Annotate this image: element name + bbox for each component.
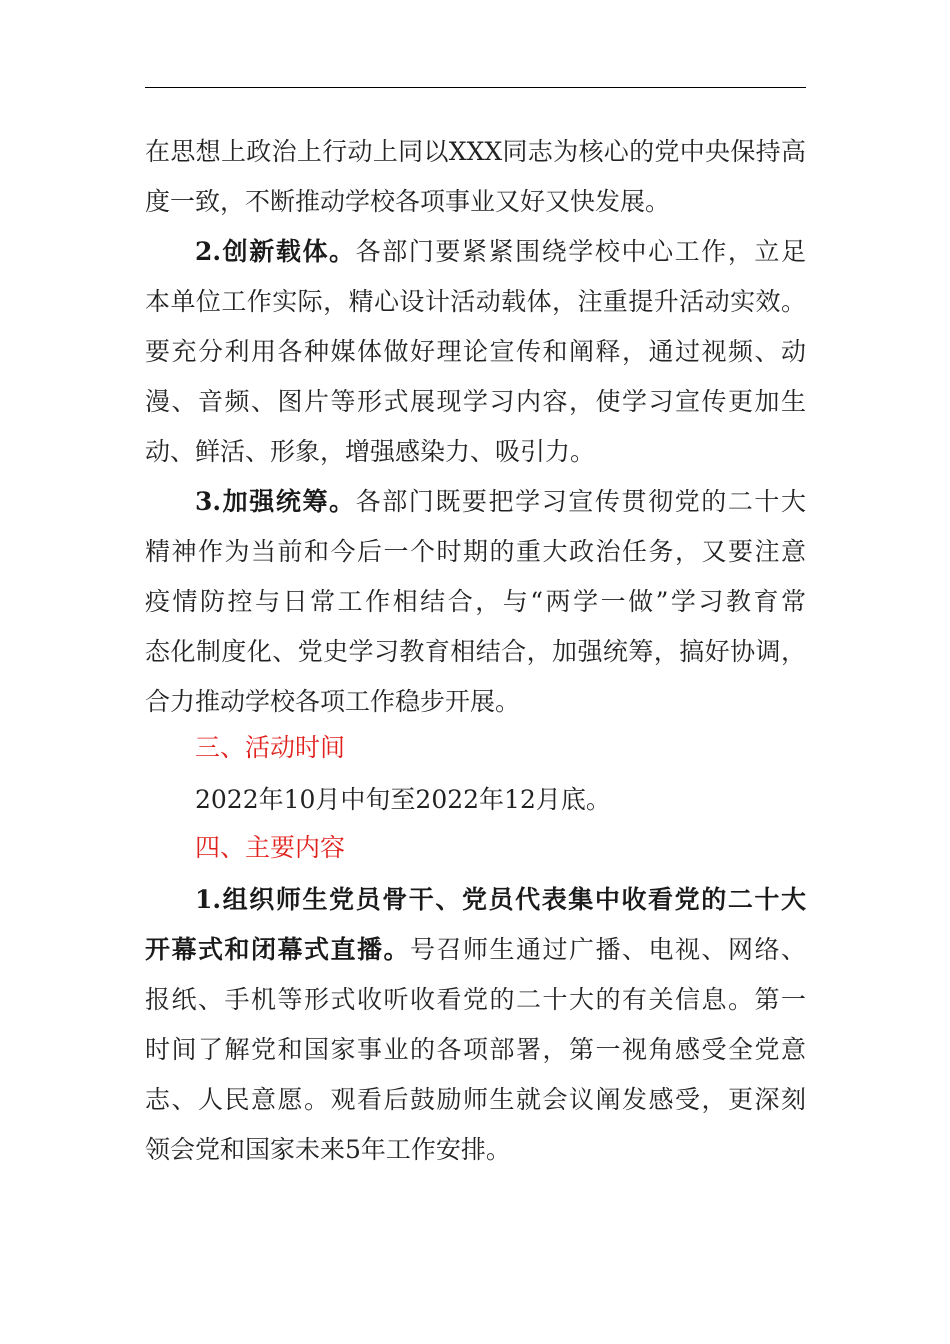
paragraph-line: 动、鲜活、形象，增强感染力、吸引力。 xyxy=(145,437,596,466)
paragraph-line: 要充分利用各种媒体做好理论宣传和阐释，通过视频、动 xyxy=(145,337,806,366)
section-heading-4: 四、主要内容 xyxy=(195,833,346,862)
paragraph-line: 报纸、手机等形式收听收看党的二十大的有关信息。第一 xyxy=(145,985,806,1014)
item-3-title: 3.加强统筹。 xyxy=(195,487,356,516)
item-2-text: 各部门要紧紧围绕学校中心工作，立足 xyxy=(355,237,806,266)
header-rule xyxy=(145,87,806,88)
paragraph-line: 漫、音频、图片等形式展现学习内容，使学习宣传更加生 xyxy=(145,387,806,416)
item-3-first-line xyxy=(195,477,806,527)
paragraph-line: 度一致，不断推动学校各项事业又好又快发展。 xyxy=(145,187,671,216)
paragraph-line: 2022年10月中旬至2022年12月底。 xyxy=(195,785,611,814)
paragraph-line: 精神作为当前和今后一个时期的重大政治任务，又要注意 xyxy=(145,537,806,566)
paragraph-line: 合力推动学校各项工作稳步开展。 xyxy=(145,687,521,716)
item-1-text: 号召师生通过广播、电视、网络、 xyxy=(410,935,806,964)
item-3-text: 各部门既要把学习宣传贯彻党的二十大 xyxy=(355,487,806,516)
paragraph-line: 志、人民意愿。观看后鼓励师生就会议阐发感受，更深刻 xyxy=(145,1085,806,1114)
paragraph-line: 本单位工作实际，精心设计活动载体，注重提升活动实效。 xyxy=(145,287,806,316)
item-2-title: 2.创新载体。 xyxy=(195,237,356,266)
paragraph-line: 疫情防控与日常工作相结合，与“两学一做”学习教育常 xyxy=(145,587,806,616)
item-1-second-line xyxy=(145,925,806,975)
paragraph-line: 态化制度化、党史学习教育相结合，加强统筹，搞好协调， xyxy=(145,637,806,666)
paragraph-line: 时间了解党和国家事业的各项部署，第一视角感受全党意 xyxy=(145,1035,806,1064)
section-heading-3: 三、活动时间 xyxy=(195,733,346,762)
paragraph-line: 领会党和国家未来5年工作安排。 xyxy=(145,1135,511,1164)
item-1-title-end: 开幕式和闭幕式直播。 xyxy=(145,935,410,964)
item-1-title-line: 1.组织师生党员骨干、党员代表集中收看党的二十大 xyxy=(195,885,806,914)
item-2-first-line xyxy=(195,227,806,277)
paragraph-line: 在思想上政治上行动上同以XXX同志为核心的党中央保持高 xyxy=(145,137,806,166)
